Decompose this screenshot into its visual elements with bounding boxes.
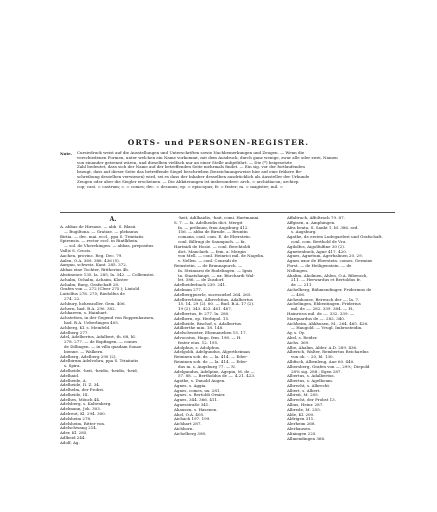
- index-entry-continuation: 278. 277. — de Bopfingen. — comes: [64, 340, 138, 345]
- index-entry: Agathe, de ersten Ludegardest und Grafschaft.: [287, 235, 383, 240]
- index-entry-continuation: -heit, Adilhaidis, -hait, comi. Hartmanni: [178, 216, 259, 220]
- index-entry: Adelsheim, Ritter von.: [60, 421, 106, 426]
- index-entry: Achstetten, in der Gegend von Roppenhausen,: [60, 316, 155, 321]
- index-entry: Ay, s. Oy.: [287, 331, 305, 336]
- index-entry: Aalen, O.A. 369. 388. 436 (5).: [60, 258, 120, 263]
- index-entry: Abstinence 135, la. 285, la. 342. — Colbenstei.: [60, 272, 155, 277]
- index-entry: Marquardus de —. 282. 340.: [287, 316, 346, 321]
- index-entry: Adelbertus, fr. 277. la. 280.: [174, 311, 230, 316]
- index-entry: Ader, Kl. 285.: [60, 431, 88, 436]
- index-entry: Affaltrach, Affoltrach 79. 87.: [287, 216, 345, 220]
- index-entry-continuation: 211. — Herwardus et Bertoldus fr.: [291, 278, 361, 283]
- index-entry: Hartnidi de Hosie. — conl. Berchtoldi: [174, 244, 251, 249]
- index-entry: Reininen sob. dr. — la. 414. — Eder-: [174, 359, 248, 364]
- index-entry: Achalm, Ochalm, Achaim, Kloster: [60, 277, 129, 282]
- index-entry: Achern, bad. B.A. 290. 382.: [60, 306, 116, 311]
- index-entry: Ahel, O.A. 405.: [174, 412, 205, 417]
- index-entry: Adelbrechtius, Albrechtius, Adalbertus: [174, 297, 253, 302]
- index-entry-continuation: conl. com. Berthold de Vra.: [291, 239, 347, 244]
- index-entry: Adelsberg, s. Kaltenberg.: [60, 402, 112, 407]
- index-entry: Albertus, s. Adalbertus.: [287, 374, 335, 379]
- index-entry: Adelbern, ep. Herbipol. 15.: [174, 316, 230, 321]
- index-column-2: [174, 216, 280, 468]
- index-entry: Adelberg, Adelberg 290 (2).: [60, 354, 117, 359]
- index-entry: Abel, s. Reider.: [287, 335, 318, 340]
- index-entry-continuation: s. Augsburg.: [291, 230, 317, 235]
- index-entry: Albrede, M. 255.: [287, 407, 322, 412]
- index-column-3: [287, 216, 393, 468]
- index-entry: Allmendingen 366.: [287, 436, 326, 441]
- index-entry: Forst. — de Heiligenstein. — de: [287, 263, 352, 268]
- index-entry: Adelhelm, der Probst.: [60, 388, 105, 393]
- index-entry: Adilberthe min. 18. 148.: [174, 326, 224, 331]
- index-entry: Aichhorn.: [174, 427, 194, 432]
- index-entry-continuation: bad. B.A. Ueberlingen 405.: [64, 320, 120, 325]
- index-entry: Grafen von — 272 (Cleer 275.); Liutold: [60, 287, 140, 292]
- index-column-1: [60, 216, 166, 468]
- index-entry: A. abbas de Hirsaue. — abb. S. Blasii.: [60, 225, 137, 229]
- index-entry: Nellingen.: [287, 268, 309, 273]
- index-entry-continuation: fa. — pröbnau, frau Augsburg 412.: [178, 225, 249, 230]
- note-line: verschiedenen Formen, unter welchen ein Name vorkommt, mit dem Ausdruck, durch ganz wenige, zwar alle oder zwei, Namen: [77, 155, 338, 160]
- note-label: Note.: [60, 151, 73, 156]
- index-entry: Vallis S. Crucis.: [60, 248, 92, 253]
- index-entry-continuation: fa. Steimarsi de Rudelingen. — Ignis: [178, 268, 253, 273]
- register-title: ORTS- und PERSONEN-REGISTER.: [127, 138, 310, 147]
- index-entry: Affgisen, a. Amphingen.: [287, 220, 336, 225]
- index-entry: Achkarren, s. Hainhart.: [60, 311, 108, 316]
- index-entry: Agnes, s. Bertoldi Ornier.: [174, 393, 226, 398]
- index-entry: Agnesstraße 341.: [174, 403, 210, 408]
- index-entry: Reininen sob. dr. — la. 414. — Eder-: [174, 355, 248, 360]
- index-entry-continuation: — Haugold. — Vrugl. Imbrusteidin.: [291, 326, 363, 331]
- index-entry: Alerhausen.: [287, 427, 312, 432]
- index-entry: Adolf, Ag.: [60, 440, 80, 445]
- note-line: Zeugen oder aber die Siegler erscheinen. — Die Abkürzungen ist insbesondere: arch. = archidiacon; archiep: [77, 179, 299, 184]
- index-entry: Adelreut, Kl. 294. 300.: [60, 412, 106, 417]
- note-line: bezugt, dass auf dieser Seite das betreffende Siegel beschrieben (bezeichnungsweise hier auf eine frühere Be-: [77, 170, 303, 175]
- index-entry-continuation: 156. — abba de Birnde. — Bruntin: [178, 230, 248, 235]
- index-entry-continuation: — 406.: [291, 292, 306, 297]
- index-entry: Achbury, hohenzoller. Gem. 406.: [60, 301, 126, 306]
- note-line: von einander getrennt wären, und dieselben vielfach nur an einer Stelle aufgeführt. — Die (*) beigesetzte: [77, 160, 293, 165]
- index-entry: Adelheiderbach 239. 241.: [174, 283, 227, 288]
- index-entry: Adel, Adelbertus, Adalbert, th. 68, hl.: [60, 335, 136, 340]
- index-entry-continuation: bienne. — Walkern.: [64, 349, 104, 354]
- index-entry-continuation: dict. Manclaeb. — fem. a. Mergin: [178, 249, 246, 254]
- index-entry: Luitolfus 278. 275; Riedolfus de: [60, 292, 125, 297]
- index-entry: Adelman 277.: [174, 287, 203, 292]
- note-line: Cursivdruck weist auf die Ausstellungen und Unterschriften sowie Nachbemerkungen und Zeugen. — Wenn die: [77, 151, 305, 155]
- index-entry: Adlheid 244.: [60, 436, 86, 441]
- index-entry: Alerheim 268.: [287, 422, 316, 427]
- index-entry: Adelschwang 214.: [60, 426, 98, 431]
- index-entry: Adelhaid.: [60, 373, 80, 378]
- index-entry: Albrecht, s. Albrecht.: [287, 383, 331, 388]
- index-entry: Adelheide, II. Z. 34.: [60, 383, 101, 388]
- index-entry-continuation: 274. 22.: [64, 296, 81, 301]
- index-entry-continuation: — Bugiltona. — Gratiae. — plebanus: [64, 229, 138, 234]
- index-entry-continuation: de Dillingen. — in villa quadam Sonae: [64, 344, 142, 349]
- index-entry: Albus, Heinr. 287.: [287, 403, 324, 408]
- index-entry: Albertus, s. Agelboum.: [287, 379, 334, 384]
- index-entry: Aichenhouse, Berwach der —, la. 7.: [287, 297, 360, 302]
- index-entry-continuation: 19 (2). 343. 423. 461. 467.: [178, 307, 233, 312]
- index-entry: Birtia. — dec. mai. eccl., ppa S. Trinitatis: [60, 234, 144, 239]
- index-entry: Agnes, 344. 366. 411.: [174, 398, 219, 403]
- index-entry: Albreit, M. 205.: [287, 393, 319, 398]
- index-entry: Albersberg, Grafen von —, 299.; Diepold: [287, 364, 370, 369]
- index-entry: Adolphus, s. Adolphus.: [174, 345, 221, 350]
- index-entry: Albrecht, der Probst 13.: [287, 398, 336, 403]
- index-entry: Adelheide, III.: [60, 392, 89, 397]
- index-entry: Aichelberg 398.: [174, 431, 207, 436]
- index-entry: Adelheide, A.: [60, 378, 87, 383]
- index-entry: Ahausen, s. Hasenen.: [174, 407, 218, 412]
- index-entry-continuation: de —. 211.: [291, 283, 313, 288]
- index-entry: Achberg, Kl. s. Meinfeld.: [60, 325, 111, 330]
- index-entry: Advocatus, Hugo, fem. 198. — H.: [174, 335, 242, 340]
- index-entry: Spirensis. — rector eccl. in Rintlkhein.: [60, 239, 139, 244]
- index-entry: Agnetenbuck, Agne 417. 420.: [287, 249, 348, 254]
- index-entry: Adelschwieter, Ehemaneben 15. 17.: [174, 331, 247, 336]
- index-entry: Afra beata, S. Sankt 1. bl. 386. sed.: [287, 225, 359, 230]
- note-text: [77, 151, 395, 189]
- introductory-note: [60, 151, 395, 211]
- index-entry: Aachen, provinc. Reg. Dec. 79.: [60, 253, 123, 258]
- index-entry: Adelheide, -heit, -heidis, -heidis, -heid,: [60, 368, 138, 373]
- section-divider: [60, 212, 395, 213]
- index-entry: Adelgoldi, Adelgundus, Algertheiman: [174, 350, 250, 355]
- section-letter: A.: [109, 216, 117, 223]
- index-entry: Adelsheim 278.: [60, 416, 92, 421]
- index-entry: Achalm, Burg, Grafschaft 28.: [60, 282, 120, 287]
- note-line: schreibung desselben verwiesen) wird, sei es dass der Inhaber desselben ausdrücklich als Aussteller der Urkunde: [77, 174, 310, 179]
- index-entry: Agnes uxor de Eberstein. comes. Germine: [287, 259, 373, 264]
- index-entry: Aargau, schweiz. Kant. 285. 372.: [60, 263, 128, 268]
- index-entry: Albert, s. Albert.: [287, 388, 321, 393]
- index-entry: Reinstetin. — de Brunnapurch. —: [174, 263, 243, 268]
- index-entry-continuation: — sol. de Vherehingen. — abbas, prepositus: [64, 244, 154, 249]
- index-entry-continuation: s. Spira.: [64, 364, 81, 369]
- index-entry-continuation: ta. Staatshaupt. — ux. Bürchardi Wal-: [178, 273, 255, 278]
- index-entry: Alberich, Walter, Rembertus Reichardus: [287, 350, 369, 355]
- index-entry: Adelbergpuerle, sucessiebel 264. 265.: [174, 292, 252, 297]
- index-entry: Aichelingen, Ebbentingen, Friderius: [287, 302, 361, 307]
- index-entry-continuation: comana, conl. com. E. de Eberstein.: [178, 235, 251, 240]
- index-entry: Agnes, s. Aggia.: [174, 383, 207, 388]
- index-entry-continuation: let. 386. — de Zusdorf.: [178, 278, 225, 283]
- index-entry: Agnes, comes, ux. 281.: [174, 388, 221, 393]
- index-entry: Agilolfos, Aigolfulfine 30 (2).: [287, 244, 346, 249]
- index-entry-continuation: 28% sig. 288.; Egen 287.: [291, 369, 342, 374]
- note-line: cop; cast. = castrum; c. = comes; dec. = decanus; ep. = episcopus; fr. = frater; m. = magister; mil. =: [77, 184, 284, 189]
- index-entry: Hainricus mil. de —. 332. 339. —: [287, 311, 355, 316]
- index-entry-continuation: dus m. s. Augsburg 77. — N.: [178, 364, 236, 369]
- index-entry: Aliningen 225.: [287, 431, 317, 436]
- index-entry-continuation: von Mell. — conl. Heinrici mil. de Nagelin.: [178, 254, 265, 259]
- index-entry: Abbas eine Tochter, Rittherius 4b.: [60, 268, 130, 273]
- index-entry: Adelmann, Joh. 303.: [60, 407, 102, 412]
- note-line: Zahl bedeutet, dass sich der Name auf der betreffenden Seite mehrmals findet. — Ein sig. vor der fortlaufenden: [77, 165, 305, 170]
- index-entry: Adelbirum Adelvohra, ppa S. Trinitatis: [60, 359, 139, 364]
- index-entry: Ahalim, Aholmen, Ahlen, O.A. Biberach,: [287, 273, 368, 278]
- index-entry: Albe, Ahalim, Alder. A.D. 289. 436.: [287, 345, 358, 350]
- index-entry: Albfisch, Albenleng, Aue 60. 440.: [287, 359, 355, 364]
- index-entry: Aichelberg, Bühmendinger, Friderinus de: [287, 287, 372, 292]
- index-entry-continuation: v. Nellen. — conl. Conradi de: [178, 259, 237, 264]
- index-entry: Adelheide, Bischof, s. Adalbertus.: [174, 321, 243, 326]
- index-entry: Aldrigen 311.: [287, 417, 315, 422]
- index-entry: Alde, Kl. 200.: [287, 412, 315, 417]
- index-entry: Aichs. 369.: [287, 340, 310, 345]
- index-entry: S. 7. — fa. Adelheidis dict. Mergit: [174, 220, 243, 225]
- index-entry: Adelberg 277.: [60, 330, 89, 335]
- index-entry: Adelgundus, Adelpine, Agepin, M. de —: [174, 369, 255, 374]
- index-entry-continuation: 57. 88. — Bertholdus de —. 4.21. 423.: [178, 374, 256, 379]
- index-entry-continuation: 15. 14. 29 (2). 60. — Bud. B.A. 17 (2).: [178, 302, 255, 307]
- index-entry-continuation: frater eius. 12. 195.: [178, 340, 219, 345]
- index-entry-continuation: conl. Billrugi de Sanmpach. — fa.: [178, 239, 246, 244]
- index-entry: Adelhes, Mönch 44.: [60, 397, 101, 402]
- index-entry: Agnes, Agnetum, Agerbalinen 20. 29.: [287, 254, 363, 259]
- index-entry-continuation: mil. de —. 282. 339. 384. — H.,: [291, 307, 355, 312]
- index-entry: Agathe, s. Danold Augen.: [174, 379, 226, 384]
- index-entry: Aichhart 287.: [174, 422, 202, 427]
- index-entry-continuation: von ob. -. 20, bl. 130.: [291, 355, 334, 360]
- index-entry: Aichheim, Ahkhusen, M., 264. 465. 426.: [287, 321, 369, 326]
- index-entry: Aichach 197. 199.: [174, 417, 211, 422]
